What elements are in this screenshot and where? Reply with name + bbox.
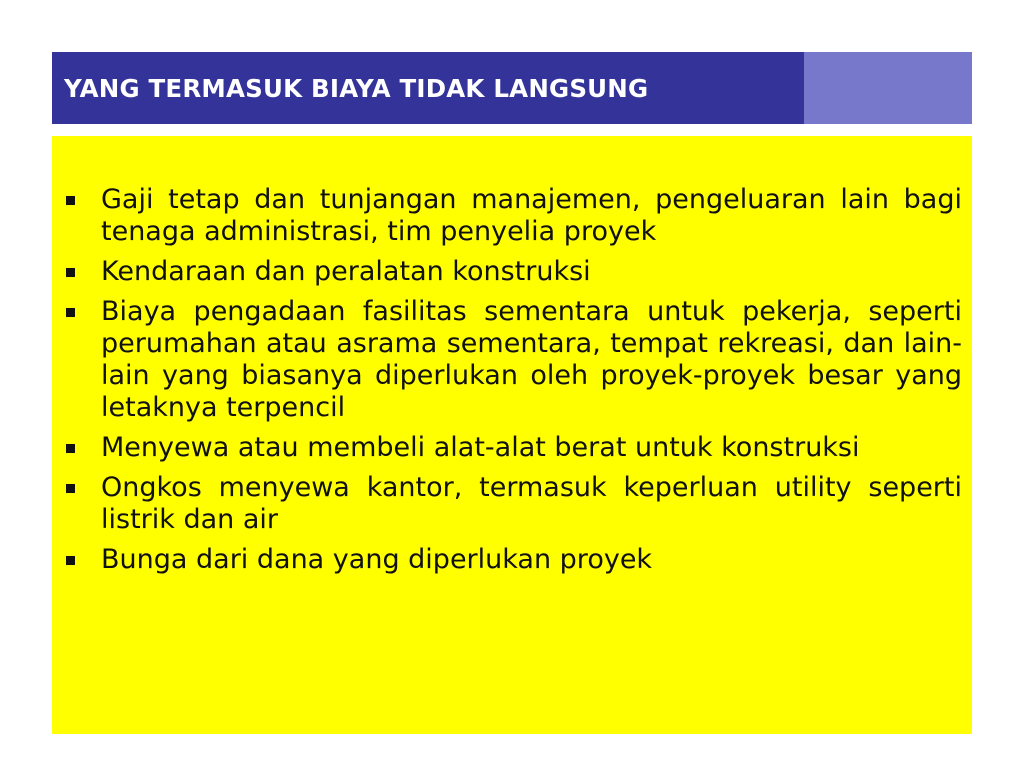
bullet-item: [66, 184, 962, 248]
bullet-text: Bunga dari dana yang diperlukan proyek: [101, 544, 653, 575]
bullet-text: Ongkos menyewa kantor, termasuk keperluan utility seperti listrik dan air: [101, 472, 962, 535]
bullet-text: Gaji tetap dan tunjangan manajemen, pengeluaran lain bagi tenaga administrasi, tim penyelia proyek: [101, 184, 962, 247]
bullet-text: Biaya pengadaan fasilitas sementara untuk pekerja, seperti perumahan atau asrama sementara, tempat rekreasi, dan lain-lain yang biasanya diperlukan oleh proyek-proyek besar yang letaknya terpencil: [101, 296, 962, 423]
bullet-item: [66, 432, 962, 464]
square-bullet-icon: [66, 444, 75, 453]
square-bullet-icon: [66, 484, 75, 493]
title-accent-block: [804, 52, 972, 124]
bullet-list: [66, 184, 962, 584]
square-bullet-icon: [66, 308, 75, 317]
bullet-item: [66, 256, 962, 288]
slide-title: YANG TERMASUK BIAYA TIDAK LANGSUNG: [64, 74, 649, 103]
bullet-item: [66, 544, 962, 576]
square-bullet-icon: [66, 196, 75, 205]
bullet-item: [66, 296, 962, 424]
title-bar: [52, 52, 972, 124]
bullet-text: Menyewa atau membeli alat-alat berat untuk konstruksi: [101, 432, 860, 463]
content-box: [52, 136, 972, 734]
bullet-text: Kendaraan dan peralatan konstruksi: [101, 256, 591, 287]
bullet-item: [66, 472, 962, 536]
square-bullet-icon: [66, 556, 75, 565]
square-bullet-icon: [66, 268, 75, 277]
